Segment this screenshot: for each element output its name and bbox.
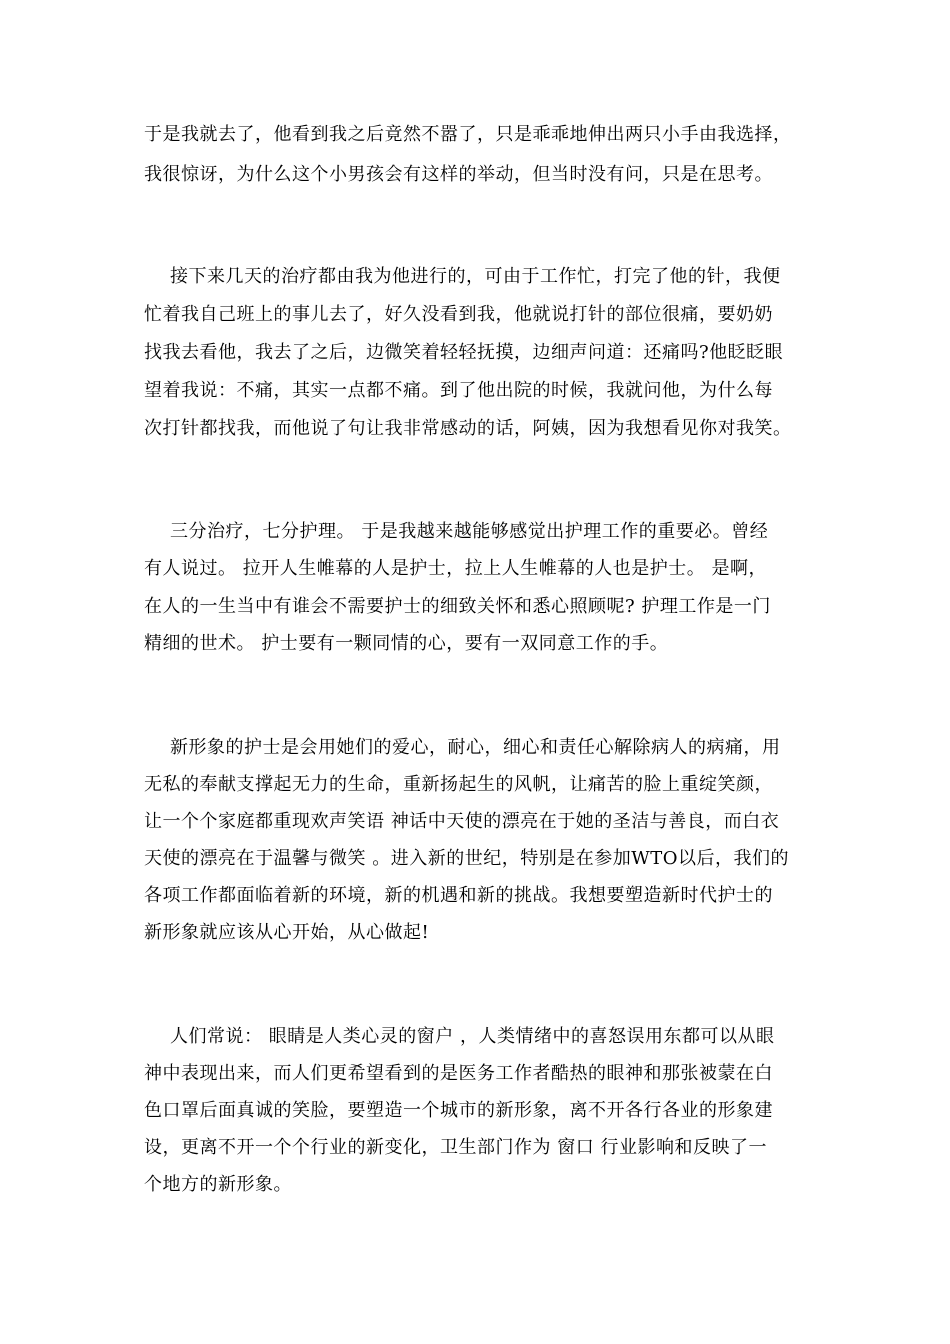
paragraph-line: 望着我说：不痛，其实一点都不痛。到了他出院的时候，我就问他，为什么每 — [144, 380, 773, 401]
paragraph-line: 次打针都找我，而他说了句让我非常感动的话，阿姨，因为我想看见你对我笑。 — [144, 418, 792, 439]
paragraph-line: 精细的世术。 护士要有一颗同情的心，要有一双同意工作的手。 — [144, 633, 669, 654]
paragraph-line: 接下来几天的治疗都由我为他进行的，可由于工作忙，打完了他的针，我便 — [170, 266, 781, 287]
paragraph-line: 于是我就去了，他看到我之后竟然不嚣了，只是乖乖地伸出两只小手由我选择， — [144, 124, 792, 145]
paragraph-line: 无私的奉献支撑起无力的生命，重新扬起生的风帆，让痛苦的脸上重绽笑颜， — [144, 774, 773, 795]
paragraph-line: 找我去看他，我去了之后，边微笑着轻轻抚摸，边细声问道：还痛吗?他眨眨眼 — [144, 342, 784, 363]
paragraph-line: 新形象就应该从心开始，从心做起! — [144, 922, 430, 943]
paragraph-line: 新形象的护士是会用她们的爱心，耐心，细心和责任心解除病人的病痛，用 — [170, 737, 781, 758]
paragraph-line: 各项工作都面临着新的环境，新的机遇和新的挑战。我想要塑造新时代护士的 — [144, 885, 773, 906]
paragraph-line: 让一个个家庭都重现欢声笑语 神话中天使的漂亮在于她的圣洁与善良，而白衣 — [144, 811, 780, 832]
paragraph-line: 有人说过。 拉开人生帷幕的人是护士，拉上人生帷幕的人也是护士。 是啊， — [144, 558, 767, 579]
paragraph-line: 设，更离不开一个个行业的新变化，卫生部门作为 窗口 行业影响和反映了一 — [144, 1137, 767, 1158]
paragraph-line: 色口罩后面真诚的笑脸，要塑造一个城市的新形象，离不开各行各业的形象建 — [144, 1100, 773, 1121]
paragraph-line: 个地方的新形象。 — [144, 1174, 292, 1195]
paragraph-line: 天使的漂亮在于温馨与微笑 。进入新的世纪，特别是在参加WTO以后，我们的 — [144, 848, 789, 869]
paragraph-line: 忙着我自己班上的事儿去了，好久没看到我，他就说打针的部位很痛，要奶奶 — [144, 304, 773, 325]
paragraph-line: 三分治疗，七分护理。 于是我越来越能够感觉出护理工作的重要必。曾经 — [170, 521, 769, 542]
paragraph-line: 神中表现出来，而人们更希望看到的是医务工作者酷热的眼神和那张被蒙在白 — [144, 1063, 773, 1084]
paragraph-line: 人们常说： 眼睛是人类心灵的窗户 ，人类情绪中的喜怒误用东都可以从眼 — [170, 1026, 775, 1047]
paragraph-line: 在人的一生当中有谁会不需要护士的细致关怀和悉心照顾呢? 护理工作是一门 — [144, 596, 771, 617]
paragraph-line: 我很惊讶，为什么这个小男孩会有这样的举动，但当时没有问，只是在思考。 — [144, 164, 773, 185]
